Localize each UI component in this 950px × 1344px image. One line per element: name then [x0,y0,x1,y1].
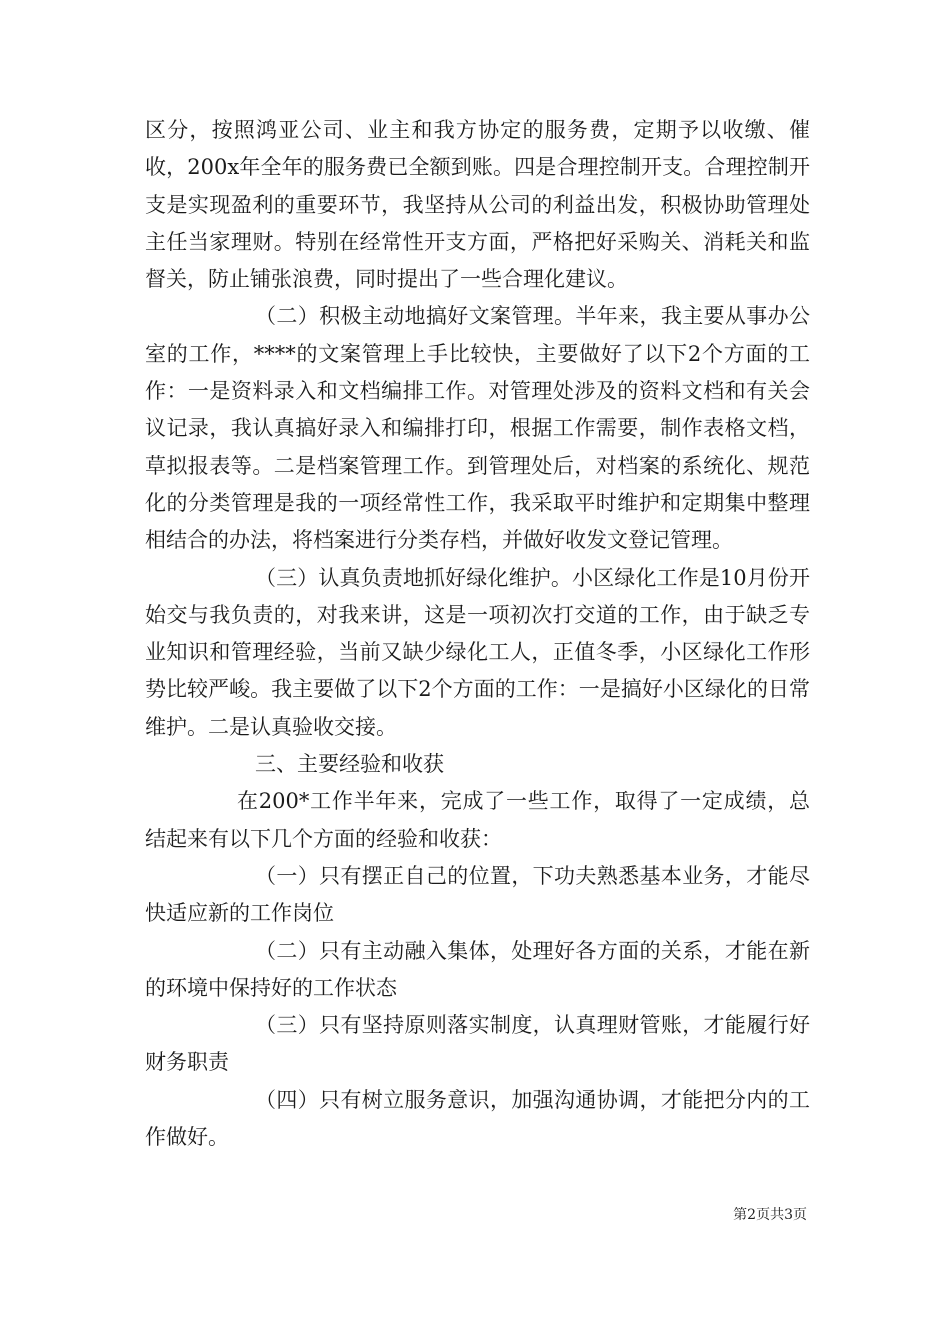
page-number-footer: 第2页共3页 [733,1207,807,1223]
paragraph-finance-continuation: 区分，按照鸿亚公司、业主和我方协定的服务费，定期予以收缴、催收，200x年全年的服务费已全额到账。四是合理控制开支。合理控制开支是实现盈利的重要环节，我坚持从公司的利益出发，积极协助管理处主任当家理财。特别在经常性开支方面，严格把好采购关、消耗关和监督关，防止铺张浪费，同时提出了一些合理化建议。 [145,118,810,292]
paragraph-experience-item-2: （二）只有主动融入集体，处理好各方面的关系，才能在新的环境中保持好的工作状态 [145,938,810,1000]
paragraph-experience-item-3: （三）只有坚持原则落实制度，认真理财管账，才能履行好财务职责 [145,1013,810,1075]
paragraph-greening-maintenance: （三）认真负责地抓好绿化维护。小区绿化工作是10月份开始交与我负责的，对我来讲，这是一项初次打交道的工作，由于缺乏专业知识和管理经验，当前又缺少绿化工人，正值冬季，小区绿化工作形势比较严峻。我主要做了以下2个方面的工作：一是搞好小区绿化的日常维护。二是认真验收交接。 [145,565,810,739]
paragraph-experience-item-1: （一）只有摆正自己的位置，下功夫熟悉基本业务，才能尽快适应新的工作岗位 [145,863,810,926]
paragraph-experience-intro: 在200*工作半年来，完成了一些工作，取得了一定成绩，总结起来有以下几个方面的经验和收获： [145,789,810,851]
paragraph-experience-item-4: （四）只有树立服务意识，加强沟通协调，才能把分内的工作做好。 [145,1087,810,1150]
section-heading-experience: 三、主要经验和收获 [255,752,444,777]
paragraph-document-management: （二）积极主动地搞好文案管理。半年来，我主要从事办公室的工作，****的文案管理上手比较快，主要做好了以下2个方面的工作：一是资料录入和文档编排工作。对管理处涉及的资料文档和有关会议记录，我认真搞好录入和编排打印，根据工作需要，制作表格文档，草拟报表等。二是档案管理工作。到管理处后，对档案的系统化、规范化的分类管理是我的一项经常性工作，我采取平时维护和定期集中整理相结合的办法，将档案进行分类存档，并做好收发文登记管理。 [145,304,810,553]
document-body [145,112,810,1156]
